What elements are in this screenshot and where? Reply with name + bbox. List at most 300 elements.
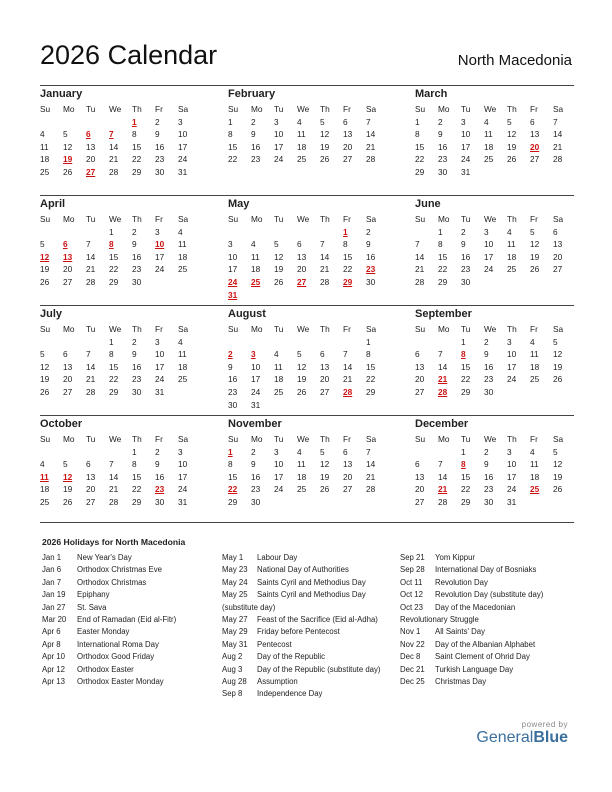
day-cell: 23 bbox=[484, 484, 494, 495]
day-cell: 23 bbox=[251, 154, 261, 165]
day-cell: 18 bbox=[178, 251, 188, 262]
day-cell: 10 bbox=[178, 129, 188, 140]
day-cell: 28 bbox=[366, 154, 376, 165]
day-cell: 17 bbox=[178, 141, 188, 152]
day-cell: 2 bbox=[155, 446, 160, 457]
holiday-name: Feast of the Sacrifice (Eid al-Adha) bbox=[257, 614, 378, 624]
row-separator bbox=[40, 305, 574, 306]
weekday-label: Th bbox=[320, 104, 330, 114]
day-cell: 16 bbox=[251, 141, 261, 152]
empty-cell bbox=[438, 336, 461, 349]
weekday-label: Mo bbox=[63, 104, 75, 114]
holiday-date: Jan 6 bbox=[42, 565, 62, 575]
day-cell: 6 bbox=[297, 239, 302, 250]
day-cell: 28 bbox=[366, 484, 376, 495]
weekday-label: Th bbox=[507, 324, 517, 334]
holiday-day-cell: 28 bbox=[343, 386, 353, 397]
holiday-day-cell: 8 bbox=[461, 349, 466, 360]
weekday-label: Tu bbox=[274, 324, 284, 334]
day-cell: 21 bbox=[320, 264, 330, 275]
day-cell: 28 bbox=[320, 276, 330, 287]
weekday-label: Su bbox=[40, 324, 51, 334]
holiday-date: May 27 bbox=[222, 614, 248, 624]
holiday-name: Easter Monday bbox=[77, 627, 130, 637]
holiday-date: Apr 6 bbox=[42, 627, 61, 637]
weekday-label: Mo bbox=[251, 214, 263, 224]
day-cell: 5 bbox=[530, 226, 535, 237]
holiday-date: May 25 bbox=[222, 590, 248, 600]
month-days-grid bbox=[415, 323, 575, 399]
brand-part-blue: Blue bbox=[533, 729, 568, 746]
empty-cell bbox=[251, 336, 274, 349]
weekday-label: We bbox=[484, 434, 497, 444]
day-cell: 24 bbox=[507, 484, 517, 495]
day-cell: 9 bbox=[228, 361, 233, 372]
day-cell: 22 bbox=[132, 484, 142, 495]
day-cell: 31 bbox=[178, 166, 188, 177]
month-name: September bbox=[415, 308, 472, 320]
holiday-day-cell: 24 bbox=[228, 276, 238, 287]
day-cell: 4 bbox=[178, 226, 183, 237]
month-july bbox=[40, 307, 200, 399]
holiday-date: Aug 28 bbox=[222, 676, 247, 686]
empty-cell bbox=[86, 226, 109, 239]
empty-cell bbox=[228, 336, 251, 349]
weekday-label: Mo bbox=[438, 104, 450, 114]
day-cell: 16 bbox=[438, 141, 448, 152]
day-cell: 3 bbox=[484, 226, 489, 237]
month-name: March bbox=[415, 88, 448, 100]
empty-cell bbox=[274, 336, 297, 349]
weekday-label: Mo bbox=[63, 434, 75, 444]
holiday-day-cell: 3 bbox=[251, 349, 256, 360]
day-cell: 26 bbox=[507, 154, 517, 165]
weekday-label: Tu bbox=[461, 434, 471, 444]
holiday-day-cell: 12 bbox=[63, 471, 73, 482]
day-cell: 25 bbox=[507, 264, 517, 275]
holiday-day-cell: 19 bbox=[63, 154, 73, 165]
holiday-item bbox=[400, 564, 543, 576]
day-cell: 13 bbox=[415, 361, 425, 372]
holiday-item bbox=[400, 639, 543, 651]
month-name: February bbox=[228, 88, 276, 100]
weekday-label: We bbox=[109, 434, 122, 444]
day-cell: 12 bbox=[40, 361, 50, 372]
holiday-date: May 24 bbox=[222, 577, 248, 587]
day-cell: 6 bbox=[343, 116, 348, 127]
holiday-name: Assumption bbox=[257, 676, 298, 686]
day-cell: 22 bbox=[415, 154, 425, 165]
holiday-date: Oct 12 bbox=[400, 590, 423, 600]
weekday-label: Sa bbox=[553, 434, 564, 444]
weekday-label: Mo bbox=[438, 434, 450, 444]
day-cell: 15 bbox=[343, 251, 353, 262]
day-cell: 22 bbox=[343, 264, 353, 275]
holiday-item bbox=[222, 589, 381, 601]
day-cell: 4 bbox=[40, 459, 45, 470]
day-cell: 16 bbox=[461, 251, 471, 262]
weekday-label: We bbox=[297, 104, 310, 114]
day-cell: 5 bbox=[63, 129, 68, 140]
day-cell: 7 bbox=[415, 239, 420, 250]
day-cell: 1 bbox=[109, 336, 114, 347]
day-cell: 11 bbox=[507, 239, 516, 250]
day-cell: 5 bbox=[40, 239, 45, 250]
day-cell: 2 bbox=[132, 336, 137, 347]
weekday-label: We bbox=[109, 324, 122, 334]
day-cell: 16 bbox=[484, 361, 494, 372]
day-cell: 1 bbox=[228, 116, 233, 127]
holiday-name: Day of the Republic bbox=[257, 652, 326, 662]
day-cell: 22 bbox=[461, 484, 471, 495]
day-cell: 22 bbox=[132, 154, 142, 165]
day-cell: 18 bbox=[40, 154, 50, 165]
day-cell: 6 bbox=[343, 446, 348, 457]
weekday-label: Tu bbox=[274, 434, 284, 444]
day-cell: 17 bbox=[507, 471, 517, 482]
weekday-label: We bbox=[297, 324, 310, 334]
holiday-name: Turkish Language Day bbox=[435, 664, 514, 674]
holiday-date: Jan 1 bbox=[42, 553, 62, 562]
holiday-date: Jan 7 bbox=[42, 577, 62, 587]
day-cell: 28 bbox=[86, 386, 96, 397]
month-days-grid bbox=[228, 103, 388, 166]
day-cell: 18 bbox=[297, 471, 307, 482]
day-cell: 26 bbox=[40, 276, 50, 287]
holiday-name: Orthodox Christmas bbox=[77, 577, 147, 587]
holiday-item bbox=[42, 552, 176, 564]
day-cell: 8 bbox=[132, 129, 137, 140]
empty-cell bbox=[40, 226, 63, 239]
day-cell: 1 bbox=[109, 226, 114, 237]
month-march bbox=[415, 87, 575, 179]
month-days-grid bbox=[40, 323, 200, 399]
holiday-item bbox=[400, 577, 543, 589]
day-cell: 20 bbox=[320, 374, 330, 385]
weekday-label: We bbox=[109, 104, 122, 114]
holiday-item bbox=[42, 676, 176, 688]
day-cell: 2 bbox=[484, 446, 489, 457]
holiday-date: Apr 13 bbox=[42, 676, 65, 686]
weekday-label: Su bbox=[415, 434, 426, 444]
empty-cell bbox=[297, 336, 320, 349]
day-cell: 24 bbox=[155, 374, 165, 385]
day-cell: 17 bbox=[274, 141, 284, 152]
day-cell: 12 bbox=[320, 129, 330, 140]
holiday-item bbox=[42, 614, 176, 626]
day-cell: 1 bbox=[132, 446, 137, 457]
holiday-day-cell: 2 bbox=[228, 349, 233, 360]
day-cell: 6 bbox=[86, 459, 91, 470]
holiday-day-cell: 25 bbox=[251, 276, 261, 287]
day-cell: 11 bbox=[178, 349, 187, 360]
day-cell: 3 bbox=[507, 446, 512, 457]
holiday-item bbox=[400, 589, 543, 601]
day-cell: 24 bbox=[274, 484, 284, 495]
day-cell: 18 bbox=[507, 251, 517, 262]
holiday-column bbox=[42, 552, 176, 688]
holiday-item bbox=[400, 614, 543, 626]
day-cell: 8 bbox=[438, 239, 443, 250]
day-cell: 16 bbox=[155, 141, 165, 152]
day-cell: 9 bbox=[366, 239, 371, 250]
holiday-item bbox=[400, 664, 543, 676]
holiday-date: Jan 19 bbox=[42, 590, 66, 600]
holiday-day-cell: 12 bbox=[40, 251, 50, 262]
day-cell: 3 bbox=[178, 116, 183, 127]
day-cell: 4 bbox=[530, 446, 535, 457]
day-cell: 13 bbox=[320, 361, 330, 372]
weekday-label: Su bbox=[228, 214, 239, 224]
day-cell: 3 bbox=[178, 446, 183, 457]
holiday-day-cell: 1 bbox=[228, 446, 233, 457]
weekday-label: Su bbox=[228, 104, 239, 114]
row-separator bbox=[40, 85, 574, 86]
day-cell: 4 bbox=[507, 226, 512, 237]
day-cell: 9 bbox=[484, 349, 489, 360]
weekday-label: Fr bbox=[343, 434, 351, 444]
day-cell: 29 bbox=[109, 276, 119, 287]
holiday-name: Orthodox Easter bbox=[77, 664, 134, 674]
weekday-label: Su bbox=[415, 104, 426, 114]
holiday-day-cell: 27 bbox=[297, 276, 307, 287]
holiday-day-cell: 23 bbox=[155, 484, 165, 495]
weekday-label: Th bbox=[507, 104, 517, 114]
day-cell: 27 bbox=[553, 264, 563, 275]
day-cell: 19 bbox=[40, 374, 50, 385]
day-cell: 17 bbox=[274, 471, 284, 482]
holiday-item bbox=[222, 602, 381, 614]
empty-cell bbox=[86, 446, 109, 459]
day-cell: 4 bbox=[178, 336, 183, 347]
day-cell: 22 bbox=[366, 374, 376, 385]
day-cell: 4 bbox=[274, 349, 279, 360]
holiday-item bbox=[400, 676, 543, 688]
weekday-label: We bbox=[109, 214, 122, 224]
holiday-name: New Year's Day bbox=[77, 553, 132, 562]
day-cell: 29 bbox=[109, 386, 119, 397]
day-cell: 31 bbox=[251, 399, 261, 410]
holiday-item bbox=[400, 602, 543, 614]
weekday-label: Tu bbox=[274, 214, 284, 224]
day-cell: 4 bbox=[251, 239, 256, 250]
day-cell: 4 bbox=[40, 129, 45, 140]
holiday-date: Dec 21 bbox=[400, 664, 425, 674]
month-june bbox=[415, 197, 575, 289]
weekday-label: Sa bbox=[178, 324, 189, 334]
day-cell: 15 bbox=[415, 141, 425, 152]
day-cell: 19 bbox=[274, 264, 284, 275]
day-cell: 16 bbox=[366, 251, 376, 262]
holiday-date: Apr 12 bbox=[42, 664, 65, 674]
day-cell: 29 bbox=[415, 166, 425, 177]
weekday-label: Fr bbox=[343, 214, 351, 224]
day-cell: 22 bbox=[109, 374, 119, 385]
day-cell: 15 bbox=[228, 471, 238, 482]
month-november bbox=[228, 417, 388, 509]
day-cell: 23 bbox=[132, 374, 142, 385]
empty-cell bbox=[438, 446, 461, 459]
month-name: June bbox=[415, 198, 441, 210]
weekday-label: Sa bbox=[553, 104, 564, 114]
month-september bbox=[415, 307, 575, 399]
day-cell: 14 bbox=[343, 361, 353, 372]
day-cell: 16 bbox=[132, 251, 142, 262]
weekday-label: Sa bbox=[553, 214, 564, 224]
empty-cell bbox=[40, 446, 63, 459]
day-cell: 17 bbox=[507, 361, 517, 372]
weekday-label: Tu bbox=[86, 324, 96, 334]
day-cell: 17 bbox=[155, 251, 165, 262]
day-cell: 5 bbox=[40, 349, 45, 360]
weekday-label: Fr bbox=[530, 104, 538, 114]
weekday-label: Sa bbox=[366, 324, 377, 334]
weekday-label: Su bbox=[40, 104, 51, 114]
holiday-date: Apr 10 bbox=[42, 652, 65, 662]
holiday-name: Independence Day bbox=[257, 689, 323, 699]
month-name: January bbox=[40, 88, 83, 100]
day-cell: 28 bbox=[415, 276, 425, 287]
holiday-name: Revolution Day bbox=[435, 577, 488, 587]
day-cell: 15 bbox=[461, 361, 471, 372]
weekday-label: Mo bbox=[251, 104, 263, 114]
day-cell: 22 bbox=[109, 264, 119, 275]
holiday-item bbox=[222, 564, 381, 576]
weekday-label: Su bbox=[228, 434, 239, 444]
weekday-label: Fr bbox=[155, 214, 163, 224]
day-cell: 10 bbox=[507, 459, 517, 470]
month-october bbox=[40, 417, 200, 509]
weekday-label: Sa bbox=[553, 324, 564, 334]
day-cell: 16 bbox=[228, 374, 238, 385]
weekday-label: We bbox=[484, 214, 497, 224]
month-december bbox=[415, 417, 575, 509]
weekday-label: Sa bbox=[366, 434, 377, 444]
holiday-date: Sep 21 bbox=[400, 553, 425, 562]
day-cell: 18 bbox=[530, 471, 540, 482]
holiday-date: Oct 11 bbox=[400, 577, 423, 587]
holiday-day-cell: 29 bbox=[343, 276, 353, 287]
weekday-label: Sa bbox=[178, 104, 189, 114]
holiday-date: Nov 1 bbox=[400, 627, 421, 637]
day-cell: 4 bbox=[484, 116, 489, 127]
holiday-name: Day of the Albanian Alphabet bbox=[435, 639, 536, 649]
day-cell: 8 bbox=[415, 129, 420, 140]
holiday-name: End of Ramadan (Eid al-Fitr) bbox=[77, 614, 177, 624]
day-cell: 20 bbox=[553, 251, 563, 262]
holiday-day-cell: 23 bbox=[366, 264, 376, 275]
month-name: December bbox=[415, 418, 469, 430]
day-cell: 31 bbox=[155, 386, 165, 397]
day-cell: 26 bbox=[63, 496, 73, 507]
day-cell: 30 bbox=[155, 496, 165, 507]
holiday-day-cell: 10 bbox=[155, 239, 165, 250]
holiday-item bbox=[400, 626, 543, 638]
day-cell: 27 bbox=[63, 386, 73, 397]
day-cell: 5 bbox=[297, 349, 302, 360]
holiday-name: Revolutionary Struggle bbox=[400, 614, 479, 624]
day-cell: 9 bbox=[155, 129, 160, 140]
day-cell: 13 bbox=[415, 471, 425, 482]
holiday-name: St. Sava bbox=[77, 602, 107, 612]
day-cell: 30 bbox=[132, 386, 142, 397]
weekday-label: Mo bbox=[438, 324, 450, 334]
holiday-day-cell: 1 bbox=[132, 116, 137, 127]
day-cell: 30 bbox=[228, 399, 238, 410]
day-cell: 6 bbox=[530, 116, 535, 127]
day-cell: 24 bbox=[155, 264, 165, 275]
day-cell: 13 bbox=[343, 129, 353, 140]
day-cell: 5 bbox=[553, 446, 558, 457]
day-cell: 18 bbox=[484, 141, 494, 152]
day-cell: 13 bbox=[343, 459, 353, 470]
weekday-label: We bbox=[484, 104, 497, 114]
day-cell: 29 bbox=[228, 496, 238, 507]
day-cell: 15 bbox=[109, 361, 119, 372]
weekday-label: Tu bbox=[86, 214, 96, 224]
empty-cell bbox=[415, 446, 438, 459]
day-cell: 17 bbox=[251, 374, 261, 385]
weekday-label: Fr bbox=[155, 434, 163, 444]
day-cell: 28 bbox=[438, 496, 448, 507]
holiday-date: Sep 8 bbox=[222, 689, 243, 699]
holiday-date: Dec 8 bbox=[400, 652, 421, 662]
day-cell: 14 bbox=[109, 141, 119, 152]
day-cell: 27 bbox=[63, 276, 73, 287]
day-cell: 3 bbox=[228, 239, 233, 250]
day-cell: 26 bbox=[320, 484, 330, 495]
page-title: 2026 Calendar bbox=[40, 40, 218, 70]
day-cell: 6 bbox=[320, 349, 325, 360]
day-cell: 12 bbox=[507, 129, 517, 140]
month-name: July bbox=[40, 308, 63, 320]
day-cell: 9 bbox=[438, 129, 443, 140]
weekday-label: Tu bbox=[461, 324, 471, 334]
month-name: April bbox=[40, 198, 66, 210]
day-cell: 25 bbox=[484, 154, 494, 165]
weekday-label: Mo bbox=[251, 434, 263, 444]
holiday-item bbox=[222, 688, 381, 700]
holiday-day-cell: 6 bbox=[86, 129, 91, 140]
day-cell: 26 bbox=[553, 374, 563, 385]
holiday-item bbox=[222, 614, 381, 626]
holiday-name: (substitute day) bbox=[222, 602, 276, 612]
holiday-date: May 31 bbox=[222, 639, 248, 649]
day-cell: 24 bbox=[274, 154, 284, 165]
day-cell: 17 bbox=[228, 264, 238, 275]
day-cell: 30 bbox=[438, 166, 448, 177]
day-cell: 7 bbox=[109, 459, 114, 470]
day-cell: 13 bbox=[553, 239, 563, 250]
weekday-label: Th bbox=[320, 324, 330, 334]
holiday-item bbox=[222, 676, 381, 688]
day-cell: 22 bbox=[228, 154, 238, 165]
weekday-label: Mo bbox=[251, 324, 263, 334]
weekday-label: Tu bbox=[86, 434, 96, 444]
day-cell: 28 bbox=[109, 166, 119, 177]
empty-cell bbox=[228, 226, 251, 239]
weekday-label: Th bbox=[132, 434, 142, 444]
row-separator bbox=[40, 195, 574, 196]
day-cell: 19 bbox=[63, 484, 73, 495]
day-cell: 25 bbox=[40, 166, 50, 177]
holiday-item bbox=[42, 589, 176, 601]
month-days-grid bbox=[228, 213, 388, 301]
day-cell: 2 bbox=[461, 226, 466, 237]
day-cell: 10 bbox=[484, 239, 494, 250]
day-cell: 11 bbox=[297, 129, 306, 140]
day-cell: 13 bbox=[297, 251, 307, 262]
